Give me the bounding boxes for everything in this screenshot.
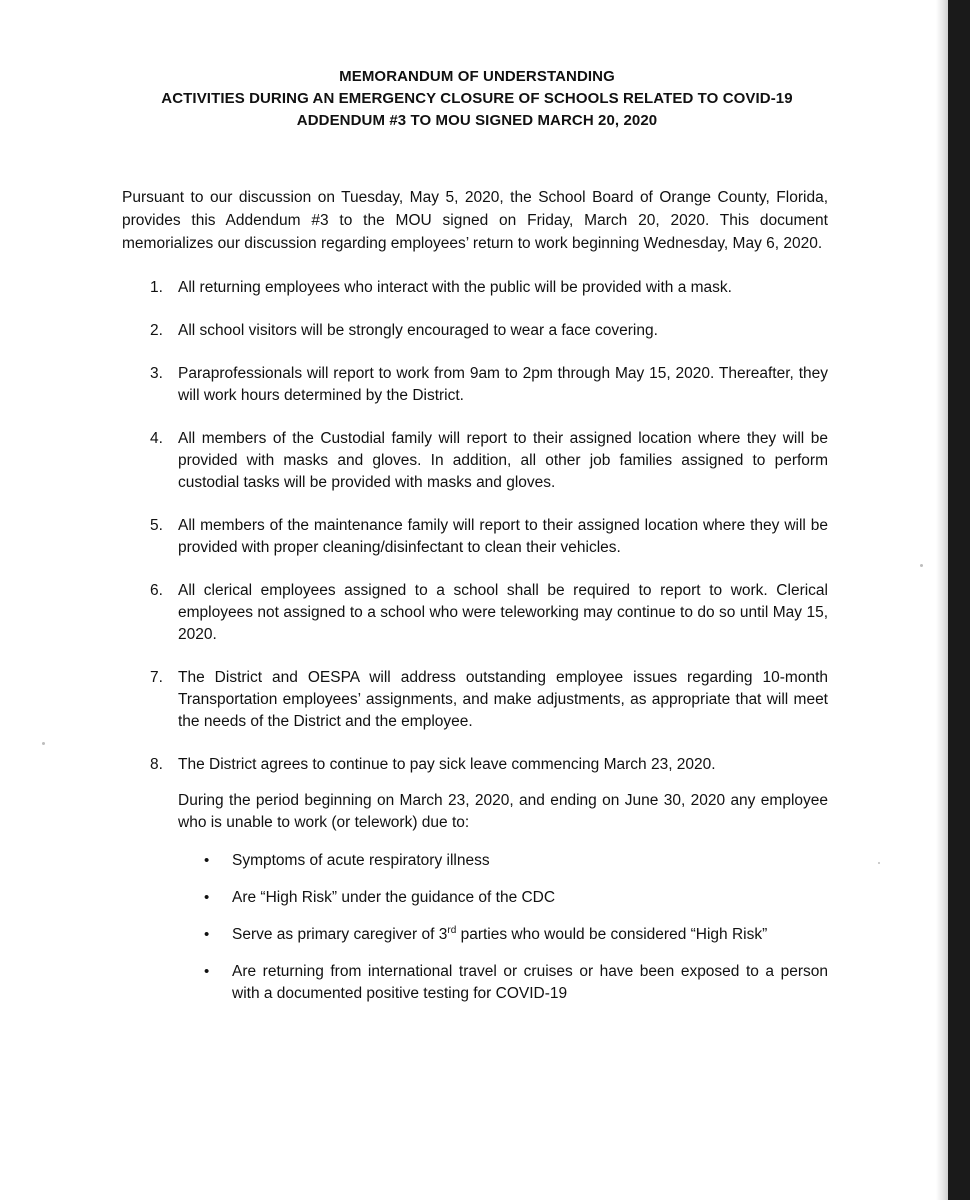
item-number: 7. [150, 669, 163, 686]
item-number: 4. [150, 430, 163, 447]
list-item [122, 515, 828, 559]
list-item [122, 754, 828, 1005]
item-text: The District and OESPA will address outstanding employee issues regarding 10-month Transportation employees’ assignments, and make adjustments, as appropriate that will meet the needs of the District and the employee. [178, 669, 828, 730]
item-text: All school visitors will be strongly encouraged to wear a face covering. [178, 322, 658, 339]
item-text: Paraprofessionals will report to work from 9am to 2pm through May 15, 2020. Thereafter, they will work hours determined by the District. [178, 365, 828, 404]
bullet-icon: • [204, 963, 210, 980]
item-number: 1. [150, 279, 163, 296]
bullet-text: Are returning from international travel or cruises or have been exposed to a person with a documented positive testing for COVID-19 [232, 963, 828, 1002]
bullet-text: Symptoms of acute respiratory illness [232, 852, 490, 869]
list-item [122, 667, 828, 733]
bullet-item [178, 850, 828, 872]
list-item [122, 580, 828, 646]
bullet-list [178, 850, 828, 1005]
page-edge-shadow [936, 0, 948, 1200]
memo-heading [122, 66, 832, 132]
item-text: All members of the maintenance family will report to their assigned location where they will be provided with proper cleaning/disinfectant to clean their vehicles. [178, 517, 828, 556]
heading-line-3: ADDENDUM #3 TO MOU SIGNED MARCH 20, 2020 [296, 112, 658, 129]
bullet-icon: • [204, 926, 210, 943]
bullet-text-pre: Serve as primary caregiver of 3 [232, 926, 448, 943]
item-text: All members of the Custodial family will report to their assigned location where they will be provided with masks and gloves. In addition, all other job families assigned to perform custodial tasks will be provided with masks and gloves. [178, 430, 828, 491]
scan-speck [42, 742, 45, 745]
scan-speck [878, 862, 880, 864]
bullet-item [178, 887, 828, 909]
item-text: All clerical employees assigned to a school shall be required to report to work. Clerical employees not assigned to a school who were teleworking may continue to do so until May 15, 2020. [178, 582, 828, 643]
bullet-icon: • [204, 889, 210, 906]
numbered-list [122, 277, 828, 1005]
scan-speck [920, 564, 923, 567]
memo-content [122, 66, 828, 1026]
item-number: 3. [150, 365, 163, 382]
list-item [122, 277, 828, 299]
item-8-subparagraph: During the period beginning on March 23, 2020, and ending on June 30, 2020 any employee who is unable to work (or telework) due to: [178, 792, 828, 831]
bullet-icon: • [204, 852, 210, 869]
list-item [122, 428, 828, 494]
item-text: The District agrees to continue to pay sick leave commencing March 23, 2020. [178, 756, 716, 773]
bullet-text: Are “High Risk” under the guidance of the CDC [232, 889, 556, 906]
ordinal-superscript: rd [447, 924, 457, 936]
list-item [122, 320, 828, 342]
intro-paragraph: Pursuant to our discussion on Tuesday, May 5, 2020, the School Board of Orange County, Florida, provides this Addendum #3 to the MOU signed on Friday, March 20, 2020. This document memorializes our discussion regarding employees’ return to work beginning Wednesday, May 6, 2020. [122, 189, 828, 252]
item-text: All returning employees who interact with the public will be provided with a mask. [178, 279, 732, 296]
item-number: 5. [150, 517, 163, 534]
bullet-text-post: parties who would be considered “High Risk” [456, 926, 768, 943]
item-number: 8. [150, 756, 163, 773]
bullet-item [178, 961, 828, 1005]
item-number: 2. [150, 322, 163, 339]
heading-line-1: MEMORANDUM OF UNDERSTANDING [339, 68, 615, 85]
bullet-item [178, 924, 828, 946]
item-number: 6. [150, 582, 163, 599]
heading-line-2: ACTIVITIES DURING AN EMERGENCY CLOSURE OF SCHOOLS RELATED TO COVID-19 [161, 90, 793, 107]
list-item [122, 363, 828, 407]
